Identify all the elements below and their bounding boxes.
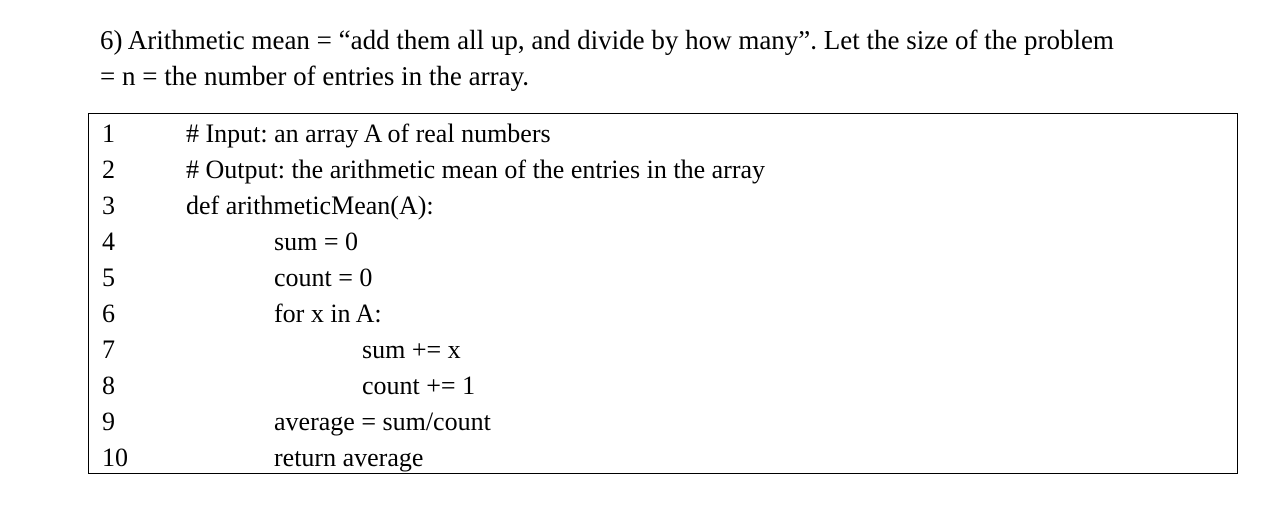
code-line-text: # Input: an array A of real numbers [186, 119, 551, 148]
line-number: 1 [102, 119, 115, 148]
code-line-text: # Output: the arithmetic mean of the entries in the array [186, 155, 766, 184]
line-number: 6 [102, 299, 115, 328]
line-number: 7 [102, 335, 115, 364]
code-row [89, 224, 1237, 260]
code-row [89, 116, 1237, 152]
code-line-text: sum += x [362, 335, 461, 364]
code-line-text: sum = 0 [274, 227, 359, 256]
code-listing [88, 113, 1238, 474]
line-number: 8 [102, 371, 115, 400]
code-line-text: average = sum/count [274, 407, 491, 436]
question-line-2: = n = the number of entries in the array. [100, 61, 530, 91]
code-row [89, 440, 1237, 476]
code-row [89, 404, 1237, 440]
question-text [100, 22, 1240, 94]
code-row [89, 152, 1237, 188]
code-line-text: count += 1 [362, 371, 476, 400]
line-number: 9 [102, 407, 115, 436]
line-number: 3 [102, 191, 115, 220]
code-row [89, 332, 1237, 368]
line-number: 10 [102, 443, 128, 472]
code-line-text: def arithmeticMean(A): [186, 191, 434, 220]
line-number: 2 [102, 155, 115, 184]
code-line-text: for x in A: [274, 299, 382, 328]
line-number: 4 [102, 227, 115, 256]
code-line-text: return average [274, 443, 424, 472]
code-row [89, 188, 1237, 224]
code-line-text: count = 0 [274, 263, 373, 292]
line-number: 5 [102, 263, 115, 292]
code-row [89, 260, 1237, 296]
code-row [89, 368, 1237, 404]
question-line-1: 6) Arithmetic mean = “add them all up, and divide by how many”. Let the size of the problem [100, 25, 1114, 55]
code-row [89, 296, 1237, 332]
